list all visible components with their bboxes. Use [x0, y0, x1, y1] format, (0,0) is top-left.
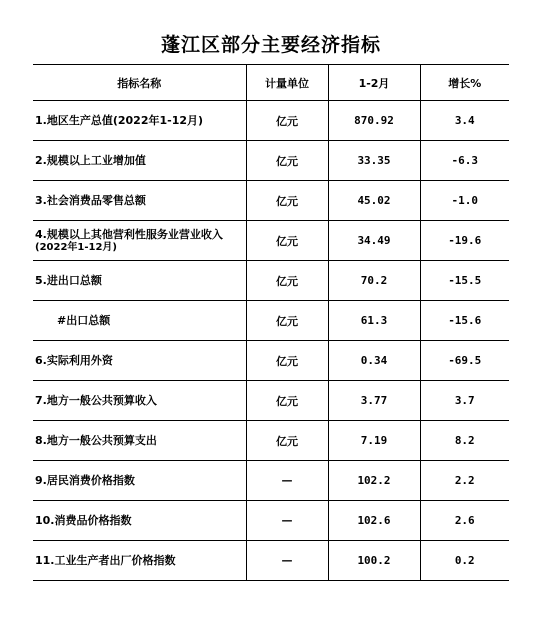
table-row [33, 181, 509, 221]
indicator-value: 33.35 [328, 141, 420, 181]
indicator-unit: 亿元 [246, 341, 328, 381]
page-title: 蓬江区部分主要经济指标 [160, 34, 381, 56]
indicator-growth: 2.2 [420, 461, 509, 501]
indicator-name: 7.地方一般公共预算收入 [33, 381, 246, 421]
indicator-name: 4.规模以上其他营利性服务业营业收入 [35, 227, 223, 241]
indicator-value: 102.2 [328, 461, 420, 501]
indicator-unit: 亿元 [246, 381, 328, 421]
indicator-value: 70.2 [328, 261, 420, 301]
indicator-unit: — [246, 541, 328, 581]
indicator-unit: 亿元 [246, 421, 328, 461]
indicator-value: 870.92 [328, 101, 420, 141]
indicator-unit: 亿元 [246, 221, 328, 261]
header-indicator-name: 指标名称 [33, 65, 246, 101]
table-row [33, 261, 509, 301]
indicator-growth: 3.4 [420, 101, 509, 141]
indicator-unit: 亿元 [246, 181, 328, 221]
header-unit: 计量单位 [246, 65, 328, 101]
table-row [33, 461, 509, 501]
indicator-growth: 0.2 [420, 541, 509, 581]
table-row [33, 101, 509, 141]
indicator-name: 9.居民消费价格指数 [33, 461, 246, 501]
indicator-value: 7.19 [328, 421, 420, 461]
indicator-name: 5.进出口总额 [33, 261, 246, 301]
indicator-name: 10.消费品价格指数 [33, 501, 246, 541]
indicator-value: 0.34 [328, 341, 420, 381]
indicators-table [33, 64, 509, 581]
indicator-growth: 3.7 [420, 381, 509, 421]
indicator-unit: 亿元 [246, 261, 328, 301]
indicator-value: 100.2 [328, 541, 420, 581]
table-row [33, 541, 509, 581]
table-row [33, 381, 509, 421]
indicator-name-cell [33, 221, 246, 261]
table-row [33, 341, 509, 381]
indicator-value: 34.49 [328, 221, 420, 261]
indicator-unit: 亿元 [246, 301, 328, 341]
table-row [33, 501, 509, 541]
table-row [33, 141, 509, 181]
indicator-unit: 亿元 [246, 141, 328, 181]
table-row [33, 301, 509, 341]
indicator-growth: -69.5 [420, 341, 509, 381]
indicator-name: #出口总额 [33, 301, 246, 341]
indicator-growth: -15.5 [420, 261, 509, 301]
indicator-name: 2.规模以上工业增加值 [33, 141, 246, 181]
indicator-value: 61.3 [328, 301, 420, 341]
indicator-name-period: (2022年1-12月) [35, 241, 117, 253]
indicator-name: 1.地区生产总值(2022年1-12月) [33, 101, 246, 141]
indicator-name: 3.社会消费品零售总额 [33, 181, 246, 221]
indicator-unit: — [246, 501, 328, 541]
indicator-unit: — [246, 461, 328, 501]
indicator-name: 8.地方一般公共预算支出 [33, 421, 246, 461]
indicator-growth: 8.2 [420, 421, 509, 461]
table-header-row [33, 65, 509, 101]
header-growth: 增长% [420, 65, 509, 101]
indicator-growth: -1.0 [420, 181, 509, 221]
header-period: 1-2月 [328, 65, 420, 101]
indicator-value: 45.02 [328, 181, 420, 221]
indicator-name: 6.实际利用外资 [33, 341, 246, 381]
indicator-growth: -6.3 [420, 141, 509, 181]
indicator-unit: 亿元 [246, 101, 328, 141]
table-row [33, 421, 509, 461]
indicator-value: 102.6 [328, 501, 420, 541]
indicator-value: 3.77 [328, 381, 420, 421]
indicator-growth: -15.6 [420, 301, 509, 341]
indicator-growth: -19.6 [420, 221, 509, 261]
table-row [33, 221, 509, 261]
indicator-growth: 2.6 [420, 501, 509, 541]
indicator-name: 11.工业生产者出厂价格指数 [33, 541, 246, 581]
